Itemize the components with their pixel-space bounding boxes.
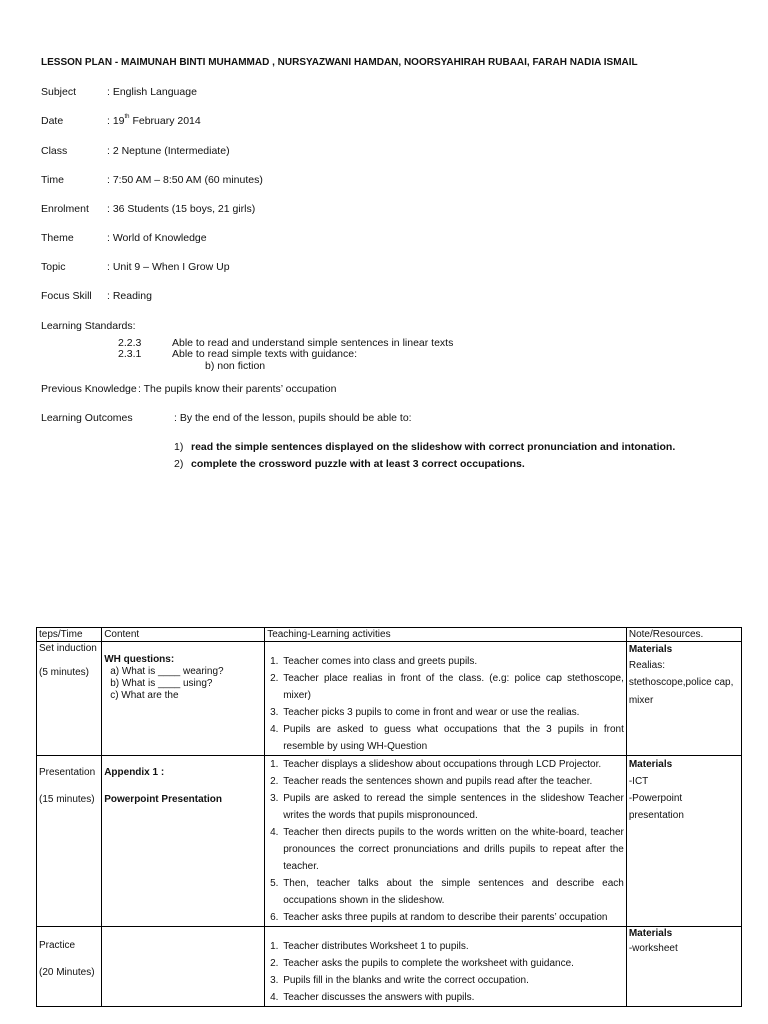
activity-item: 2. Teacher place realias in front of the class. (e.g: police cap stethoscope, mixer) [281,670,624,704]
subject-label: Subject [41,86,77,98]
class-value: : 2 Neptune (Intermediate) [107,145,230,157]
previous-knowledge-value: : The pupils know their parents’ occupation [138,383,337,395]
activity-item: 1. Teacher comes into class and greets pupils. [281,653,624,670]
note-item: -worksheet [628,943,678,954]
content-cell [102,927,265,1007]
content-title: Appendix 1 : [104,767,165,778]
standard-sub-item: b) non fiction [205,360,266,372]
enrolment-label: Enrolment [41,203,89,215]
step-time: (5 minutes) [39,667,90,678]
notes-title: Materials [628,644,673,655]
outcome-text: read the simple sentences displayed on the slideshow with correct pronunciation and intonation. [191,441,676,453]
page-title: LESSON PLAN - MAIMUNAH BINTI MUHAMMAD , NURSYAZWANI HAMDAN, NOORSYAHIRAH RUBAAI, FARAH NADIA ISMAIL [41,57,638,68]
subject-value: : English Language [107,86,197,98]
activity-item: 4. Teacher discusses the answers with pupils. [281,989,624,1006]
activities-list [267,756,624,926]
activity-item: 1. Teacher distributes Worksheet 1 to pupils. [281,938,624,955]
content-cell [102,642,265,756]
activities-cell [265,642,627,756]
table-row [37,642,742,756]
time-label: Time [41,174,64,186]
notes-title: Materials [628,928,673,939]
activity-item: 2. Teacher asks the pupils to complete the worksheet with guidance. [281,955,624,972]
activity-item: 3. Teacher picks 3 pupils to come in front and wear or use the realias. [281,704,624,721]
previous-knowledge-label: Previous Knowledge [41,383,137,395]
column-header-steps: teps/Time [37,628,102,642]
column-header-content: Content [102,628,265,642]
content-title: WH questions: [104,654,175,665]
outcome-text: complete the crossword puzzle with at least 3 correct occupations. [191,458,525,470]
activities-list [267,938,624,1006]
topic-value: : Unit 9 – When I Grow Up [107,261,230,273]
table-row [37,927,742,1007]
date-suffix: th [124,114,130,120]
note-item: Realias: [628,660,665,671]
step-cell [37,756,102,927]
activities-list [267,653,624,755]
focus-skill-label: Focus Skill [41,290,92,302]
step-cell [37,927,102,1007]
note-item: -Powerpoint presentation [628,793,684,821]
standard-text: Able to read and understand simple sentences in linear texts [172,337,454,349]
activity-item: 4. Teacher then directs pupils to the words written on the white-board, teacher pronounces the correct pronunciations and drills pupils to repeat after the teacher. [281,824,624,875]
activity-item: 3. Pupils fill in the blanks and write the correct occupation. [281,972,624,989]
notes-cell [626,927,741,1007]
content-item: b) What is ____ using? [110,678,213,689]
learning-outcomes-intro: : By the end of the lesson, pupils should be able to: [174,412,412,424]
learning-outcomes-label: Learning Outcomes [41,412,133,424]
outcome-number: 2) [174,458,184,470]
activity-item: 2. Teacher reads the sentences shown and pupils read after the teacher. [281,773,624,790]
topic-label: Topic [41,261,66,273]
activities-cell [265,756,627,927]
activities-cell [265,927,627,1007]
step-name: Presentation [39,767,96,778]
class-label: Class [41,145,68,157]
step-cell [37,642,102,756]
activity-item: 4. Pupils are asked to guess what occupations that the 3 pupils in front resemble by using WH-Question [281,721,624,755]
focus-skill-value: : Reading [107,290,152,302]
content-item: c) What are the [110,690,179,701]
notes-cell [626,756,741,927]
activity-item: 5. Then, teacher talks about the simple sentences and describe each occupations shown in the slideshow. [281,875,624,909]
theme-value: : World of Knowledge [107,232,207,244]
step-name: Set induction [39,643,97,654]
standard-code: 2.3.1 [118,348,142,360]
content-subtitle: Powerpoint Presentation [104,794,222,805]
step-name: Practice [39,940,76,951]
date-day: : 19 [107,115,125,127]
date-rest: February 2014 [129,115,201,127]
notes-title: Materials [628,759,673,770]
content-cell [102,756,265,927]
activity-item: 3. Pupils are asked to reread the simple sentences in the slideshow Teacher writes the words that pupils mispronounced. [281,790,624,824]
step-time: (20 Minutes) [39,967,95,978]
content-item: a) What is ____ wearing? [110,666,224,677]
note-item: -ICT [628,776,649,787]
notes-cell [626,642,741,756]
theme-label: Theme [41,232,74,244]
lesson-steps-table [36,627,742,1007]
standard-code: 2.2.3 [118,337,142,349]
table-row [37,756,742,927]
standard-text: Able to read simple texts with guidance: [172,348,358,360]
learning-standards-label: Learning Standards: [41,320,136,332]
column-header-notes: Note/Resources. [626,628,741,642]
date-label: Date [41,115,64,127]
activity-item: 1. Teacher displays a slideshow about occupations through LCD Projector. [281,756,624,773]
note-item: stethoscope,police cap, mixer [628,677,734,706]
step-time: (15 minutes) [39,794,95,805]
table-header-row [37,628,742,642]
time-value: : 7:50 AM – 8:50 AM (60 minutes) [107,174,263,186]
enrolment-value: : 36 Students (15 boys, 21 girls) [107,203,256,215]
activity-item: 6. Teacher asks three pupils at random to describe their parents’ occupation [281,909,624,926]
column-header-activities: Teaching-Learning activities [265,628,627,642]
outcome-number: 1) [174,441,184,453]
date-value [107,115,201,127]
